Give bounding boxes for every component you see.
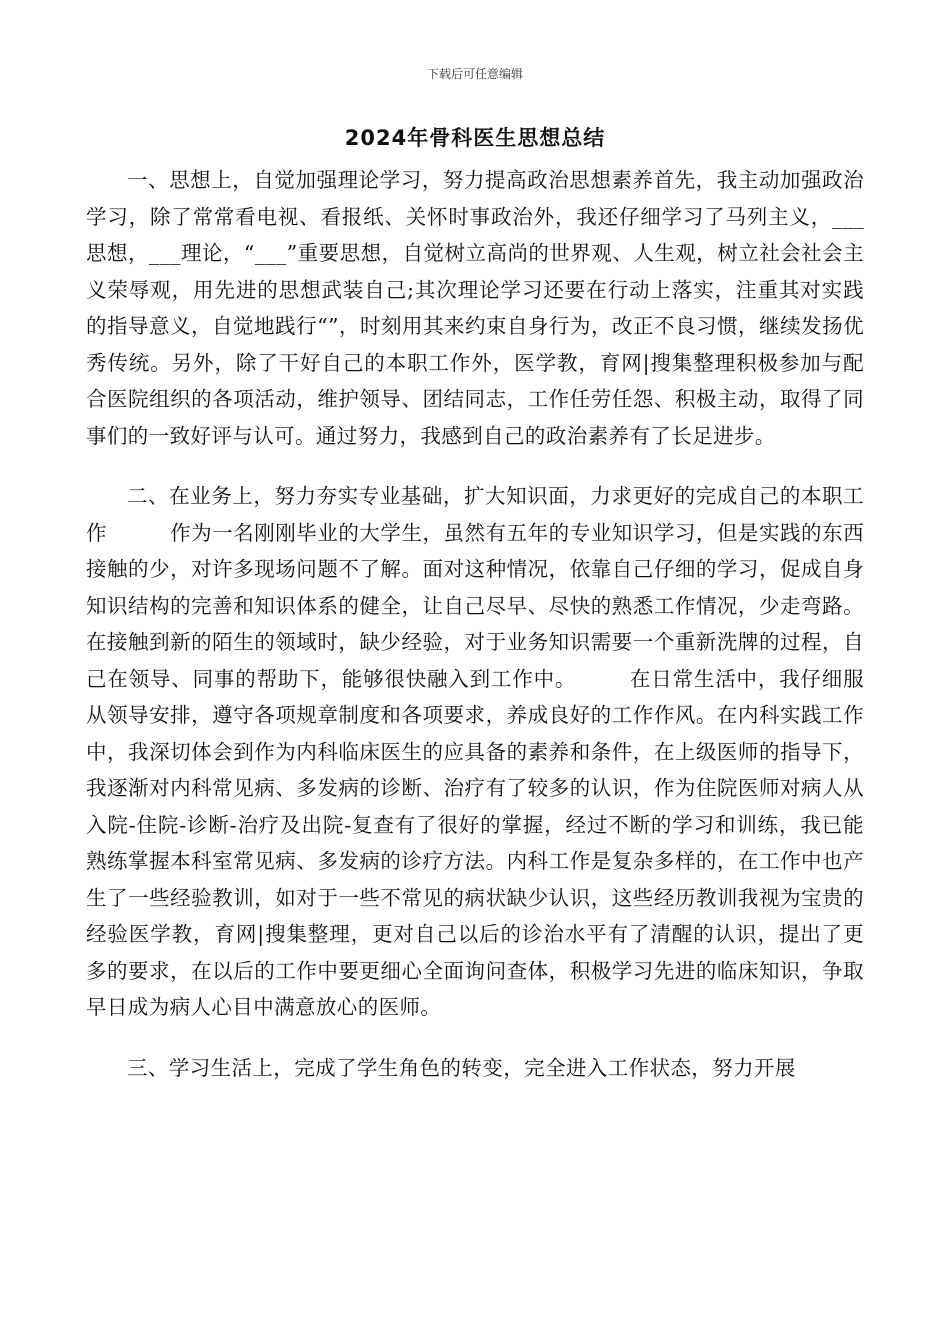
document-title: 2024年骨科医生思想总结: [344, 126, 606, 150]
paragraph-thought: 一、思想上，自觉加强理论学习，努力提高政治思想素养首先，我主动加强政治学习，除了常常看电视、看报纸、关怀时事政治外，我还仔细学习了马列主义，___思想，___理论，“___”重要思想，自觉树立高尚的世界观、人生观，树立社会社会主义荣辱观，用先进的思想武装自己;其次理论学习还要在行动上落实，注重其对实践的指导意义，自觉地践行“”，时刻用其来约束自身行为，改正不良习惯，继续发扬优秀传统。另外，除了干好自己的本职工作外，医学教，育网|搜集整理积极参加与配合医院组织的各项活动，维护领导、团结同志，工作任劳任怨、积极主动，取得了同事们的一致好评与认可。通过努力，我感到自己的政治素养有了长足进步。: [86, 168, 864, 448]
header-note: 下载后可任意编辑: [426, 67, 523, 81]
paragraph-study-life: 三、学习生活上，完成了学生角色的转变，完全进入工作状态，努力开展: [127, 1055, 796, 1080]
paragraph-business: 二、在业务上，努力夯实专业基础，扩大知识面，力求更好的完成自己的本职工作 作为一名刚刚毕业的大学生，虽然有五年的专业知识学习，但是实践的东西接触的少，对许多现场问题不了解。面对这种情况，依靠自己仔细的学习，促成自身知识结构的完善和知识体系的健全，让自己尽早、尽快的熟悉工作情况，少走弯路。在接触到新的陌生的领域时，缺少经验，对于业务知识需要一个重新洗牌的过程，自己在领导、同事的帮助下，能够很快融入到工作中。 在日常生活中，我仔细服从领导安排，遵守各项规章制度和各项要求，养成良好的工作作风。在内科实践工作中，我深切体会到作为内科临床医生的应具备的素养和条件，在上级医师的指导下，我逐渐对内科常见病、多发病的诊断、治疗有了较多的认识，作为住院医师对病人从入院-住院-诊断-治疗及出院-复查有了很好的掌握，经过不断的学习和训练，我已能熟练掌握本科室常见病、多发病的诊疗方法。内科工作是复杂多样的，在工作中也产生了一些经验教训，如对于一些不常见的病状缺少认识，这些经历教训我视为宝贵的经验医学教，育网|搜集整理，更对自己以后的诊治水平有了清醒的认识，提出了更多的要求，在以后的工作中要更细心全面询问查体，积极学习先进的临床知识，争取早日成为病人心目中满意放心的医师。: [86, 484, 864, 1019]
document-body: [86, 162, 864, 1086]
